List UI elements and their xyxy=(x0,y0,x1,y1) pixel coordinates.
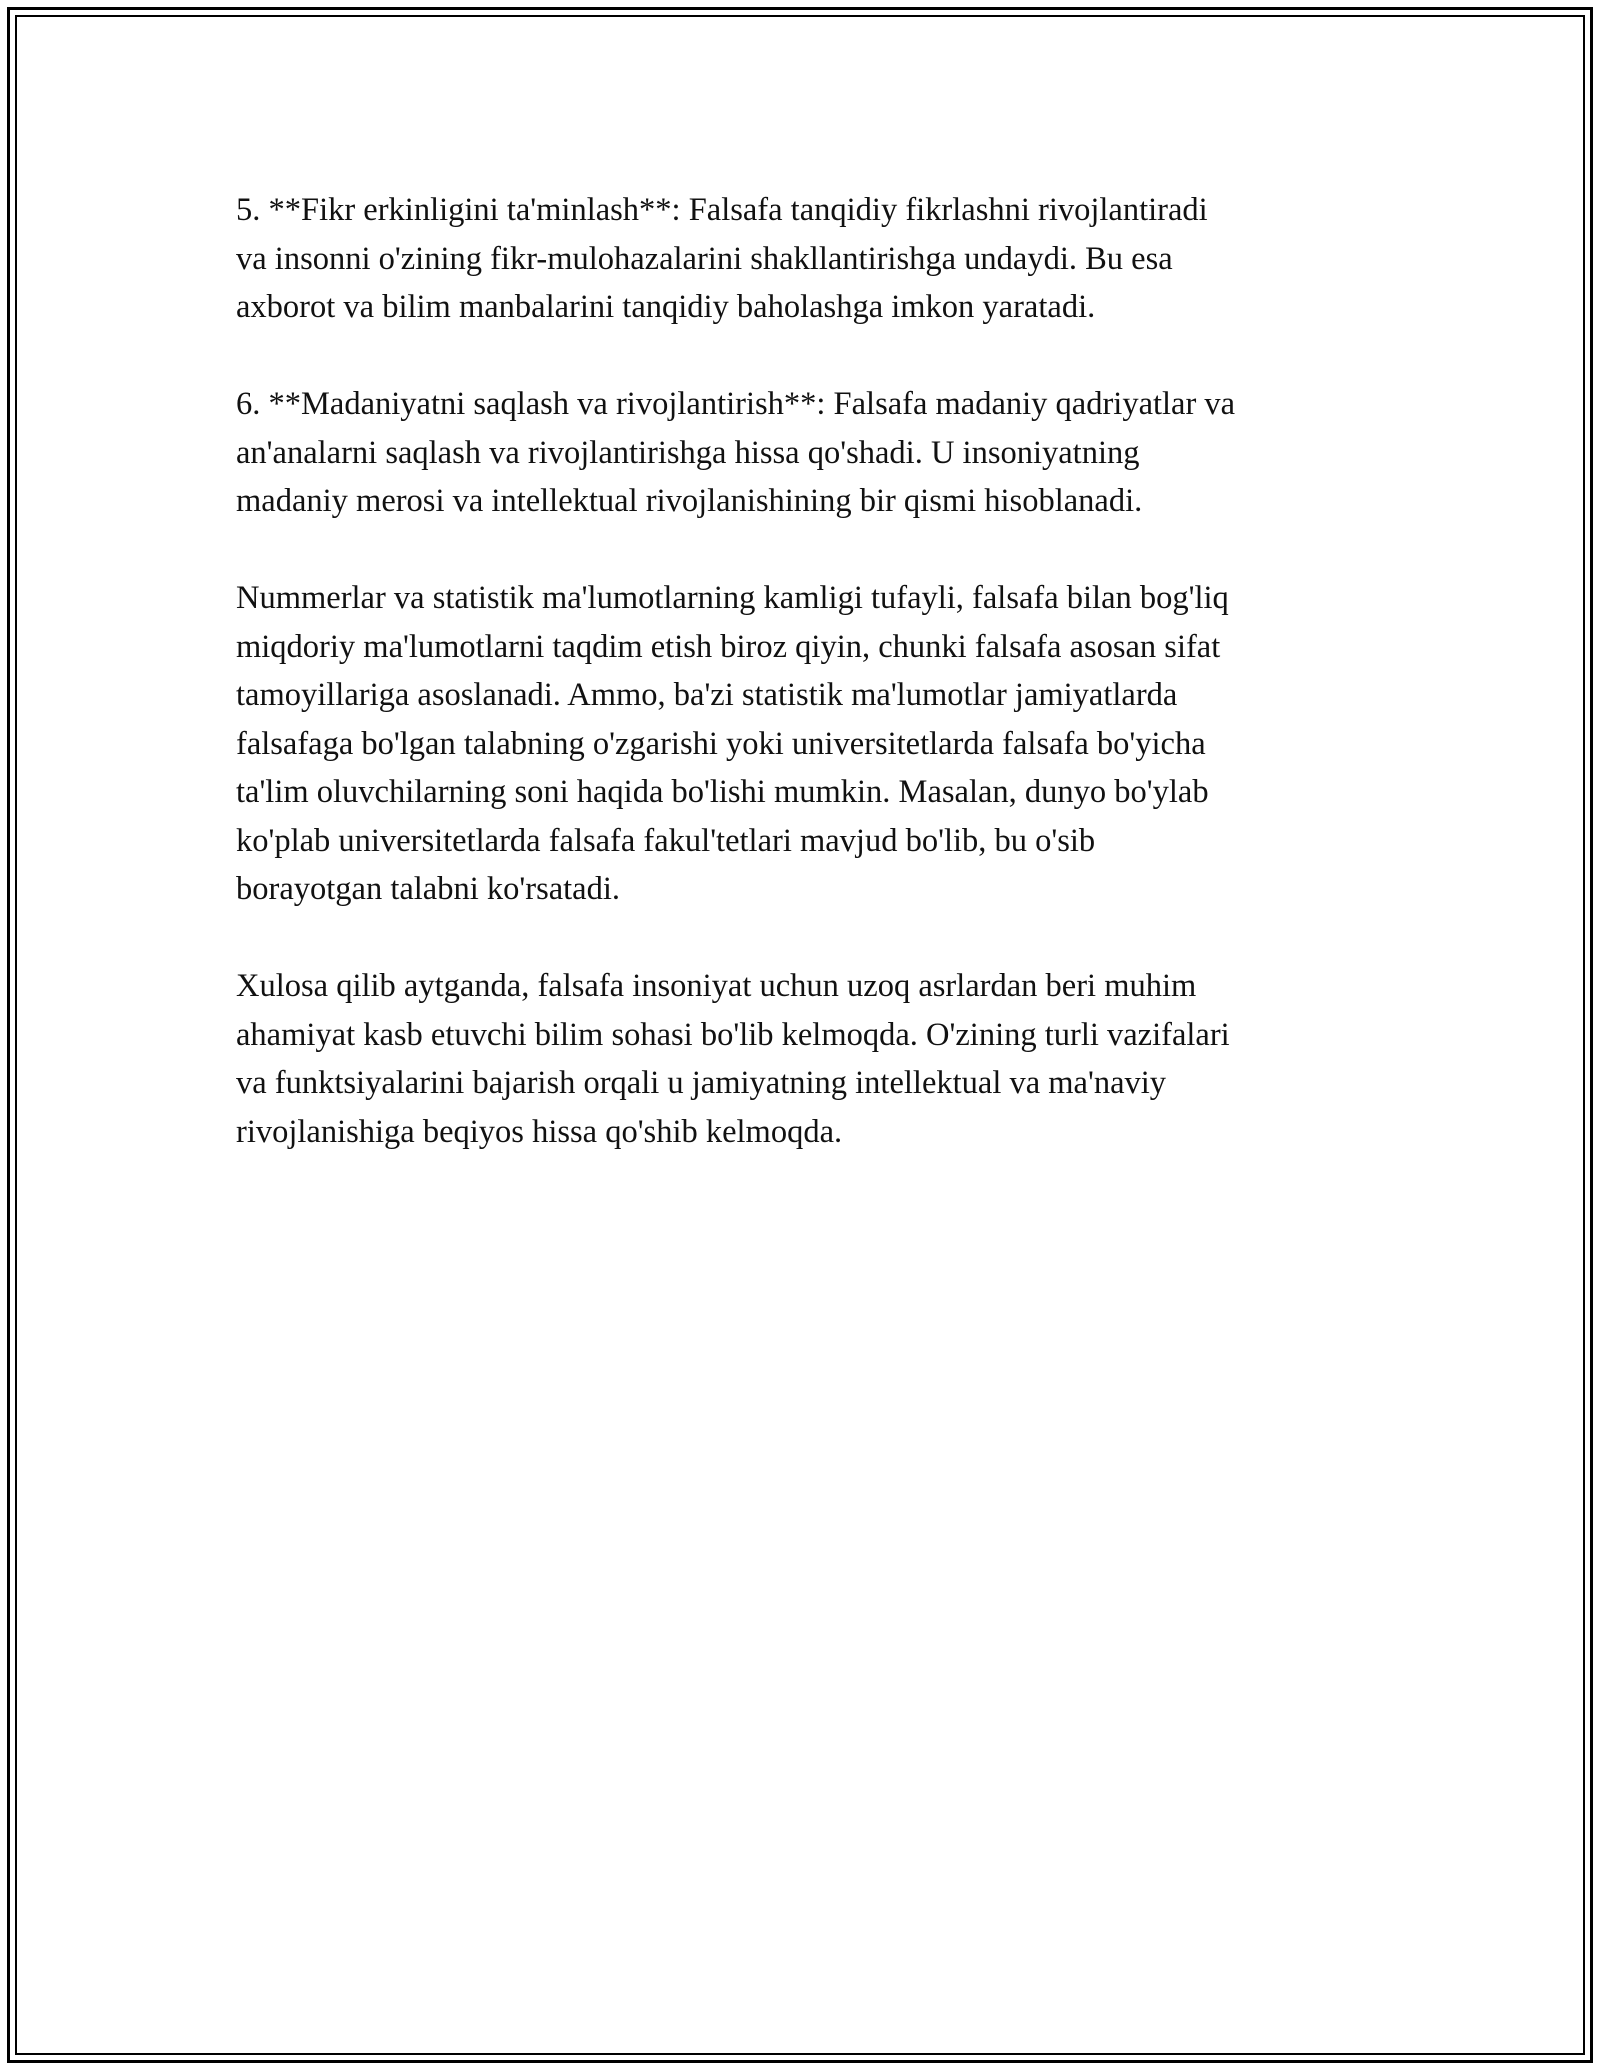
paragraph-culture-preservation: 6. **Madaniyatni saqlash va rivojlantirish**: Falsafa madaniy qadriyatlar va an'analarni saqlash va rivojlantirishga hissa qo'shadi. U insoniyatning madaniy merosi va intellektual rivojlanishining bir qismi hisoblanadi. xyxy=(236,386,1236,519)
paragraph-statistics: Nummerlar va statistik ma'lumotlarning kamligi tufayli, falsafa bilan bog'liq miqdoriy ma'lumotlarni taqdim etish biroz qiyin, chunki falsafa asosan sifat tamoyillariga asoslanadi. Ammo, ba'zi statistik ma'lumotlar jamiyatlarda falsafaga bo'lgan talabning o'zgarishi yoki universitetlarda falsafa bo'yicha ta'lim oluvchilarning soni haqida bo'lishi mumkin. Masalan, dunyo bo'ylab ko'plab universitetlarda falsafa fakul'tetlari mavjud bo'lib, bu o'sib borayotgan talabni ko'rsatadi. xyxy=(236,580,1229,907)
paragraph-freedom-of-thought: 5. **Fikr erkinligini ta'minlash**: Falsafa tanqidiy fikrlashni rivojlantiradi va insonni o'zining fikr-mulohazalarini shakllantirishga undaydi. Bu esa axborot va bilim manbalarini tanqidiy baholashga imkon yaratadi. xyxy=(236,192,1208,325)
document-body xyxy=(236,186,1386,1205)
paragraph-conclusion: Xulosa qilib aytganda, falsafa insoniyat uchun uzoq asrlardan beri muhim ahamiyat kasb etuvchi bilim sohasi bo'lib kelmoqda. O'zining turli vazifalari va funktsiyalarini bajarish orqali u jamiyatning intellektual va ma'naviy rivojlanishiga beqiyos hissa qo'shib kelmoqda. xyxy=(236,968,1230,1150)
